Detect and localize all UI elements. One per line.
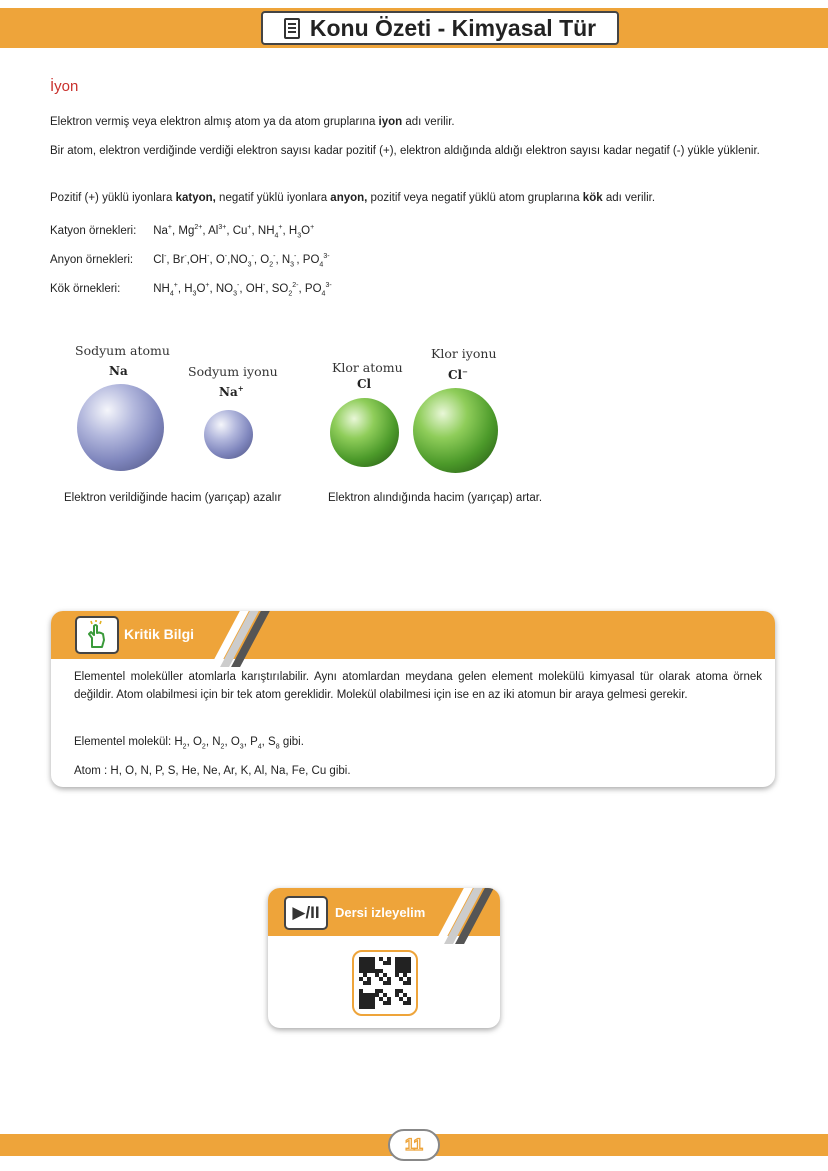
kritik-bilgi-box (51, 611, 775, 787)
katyon-examples: Katyon örnekleri: Na+, $Mg^{2+}$, $Al^{3+}$, Cu+, $NH_4^+$, $H_3O^+$ (50, 224, 315, 240)
klor-atomu-label: Klor atomu (332, 360, 403, 375)
sodyum-iyonu-label: Sodyum iyonu (188, 364, 278, 379)
paragraph-katyon-anyon: Pozitif (+) yüklü iyonlara katyon, negatif yüklü iyonlara anyon, pozitif veya negatif yüklü atom gruplarına kök adı verilir. (50, 192, 656, 204)
hand-point-icon (75, 616, 119, 654)
anyon-examples: Anyon örnekleri: Cl-, Br-,OH-, $O^-,NO_3^-$, $O_2^-$, $N_3^-$, $PO_4^{3-}$ (50, 253, 330, 269)
sodyum-atom-sphere (77, 384, 164, 471)
page-title: Konu Özeti - Kimyasal Tür (309, 14, 597, 41)
paragraph-charge: Bir atom, elektron verdiğinde verdiği elektron sayısı kadar pozitif (+), elektron aldığında aldığı elektron sayısı kadar negatif (-) yükle yüklenir. (50, 145, 760, 157)
klor-iyonu-symbol: Cl− (448, 367, 468, 382)
section-title: İyon (50, 78, 79, 95)
caption-left: Elektron verildiğinde hacim (yarıçap) azalır (64, 492, 282, 504)
kritik-bilgi-title: Kritik Bilgi (124, 626, 195, 642)
klor-ion-sphere (413, 388, 498, 473)
video-box (268, 888, 500, 1028)
klor-atom-sphere (330, 398, 399, 467)
klor-atomu-symbol: Cl (357, 377, 372, 391)
sodyum-atomu-symbol: Na (109, 364, 128, 378)
page-number: 11 (388, 1129, 440, 1161)
play-pause-icon[interactable]: ▶/II (284, 896, 328, 930)
kritik-bilgi-paragraph-2: Elementel molekül: $H_2$, $O_2$, $N_2$, $O_3$, $P_4$, $S_8$ gibi. (74, 736, 304, 751)
paragraph-iyon-definition: Elektron vermiş veya elektron almış atom ya da atom gruplarına iyon adı verilir. (50, 116, 455, 128)
sodyum-iyonu-symbol: Na+ (219, 384, 244, 399)
sodyum-atomu-label: Sodyum atomu (75, 343, 170, 358)
caption-right: Elektron alındığında hacim (yarıçap) artar. (328, 492, 543, 504)
atom-ion-illustration (0, 330, 828, 510)
video-title: Dersi izleyelim (335, 905, 426, 920)
kritik-bilgi-paragraph-3: Atom : H, O, N, P, S, He, Ne, Ar, K, Al, Na, Fe, Cu gibi. (74, 765, 351, 777)
qr-code-icon[interactable] (352, 950, 418, 1016)
kok-examples: Kök örnekleri: $NH_4^+$, $H_3O^+$, $NO_3^-$, OH-, $SO_2^{2-}$, $PO_4^{3-}$ (50, 282, 332, 298)
page-title-box (261, 11, 619, 45)
sodyum-ion-sphere (204, 410, 253, 459)
klor-iyonu-label: Klor iyonu (431, 346, 497, 361)
kritik-bilgi-paragraph-1: Elementel moleküller atomlarla karıştırılabilir. Aynı atomlardan meydana gelen element molekülü kimyasal tür olarak atoma örnek değildir. Atom olabilmesi için bir tek atom gereklidir. Molekül olabilmesi için ise en az iki atomun bir araya gelmesi gerekir. (74, 671, 762, 701)
document-icon (284, 18, 300, 39)
